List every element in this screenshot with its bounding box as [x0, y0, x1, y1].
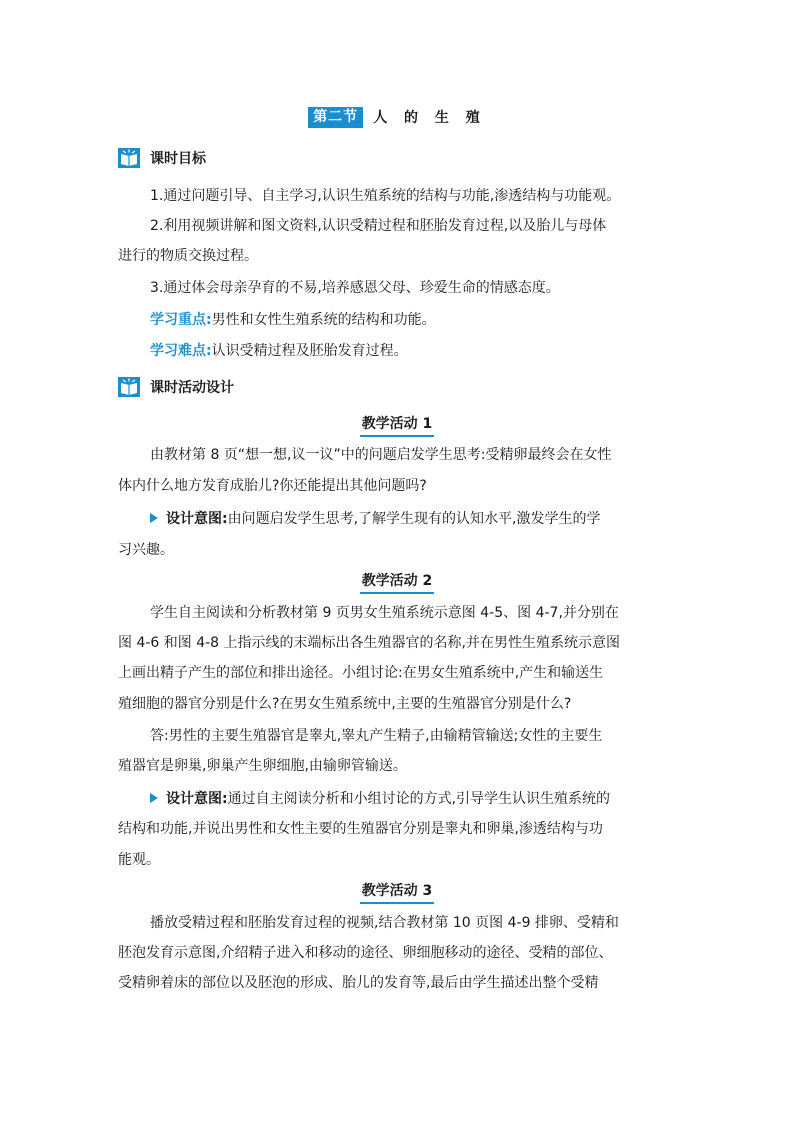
objectives-heading-text: 课时目标: [150, 151, 206, 167]
activity-2-line-5: 答:男性的主要生殖器官是睾丸,睾丸产生精子,由输精管输送;女性的主要生: [150, 728, 603, 744]
objective-item-2-cont: 进行的物质交换过程。: [118, 248, 258, 264]
activity-3-line-3: 受精卵着床的部位以及胚泡的形成、胎儿的发育等,最后由学生描述出整个受精: [118, 975, 599, 991]
section-title: 人 的 生 殖: [373, 110, 486, 126]
activity-1-title: [0, 413, 794, 437]
activity-1-line-2: 体内什么地方发育成胎儿?你还能提出其他问题吗?: [118, 478, 427, 494]
design-heading: [118, 376, 234, 398]
activity-2-intent: [150, 789, 610, 809]
activity-3-line-2: 胚泡发育示意图,介绍精子进入和移动的途径、卵细胞移动的途径、受精的部位、: [118, 945, 613, 961]
difficult-point: [150, 341, 408, 361]
activity-3-title: [0, 880, 794, 904]
book-icon: [118, 148, 140, 168]
objective-item-1: 1.通过问题引导、自主学习,认识生殖系统的结构与功能,渗透结构与功能观。: [150, 188, 621, 204]
difficult-point-text: 认识受精过程及胚胎发育过程。: [211, 343, 408, 359]
activity-1-line-1: 由教材第 8 页“想一想,议一议”中的问题启发学生思考:受精卵最终会在女性: [150, 447, 612, 463]
activity-1-intent-line-2: 习兴趣。: [118, 542, 174, 558]
triangle-bullet-icon: [150, 513, 158, 523]
key-point: [150, 310, 436, 330]
activity-3-title-text: 教学活动 3: [360, 882, 435, 904]
objective-item-3: 3.通过体会母亲孕育的不易,培养感恩父母、珍爱生命的情感态度。: [150, 280, 560, 296]
activity-2-intent-line-3: 能观。: [118, 852, 160, 868]
activity-1-title-text: 教学活动 1: [360, 415, 435, 437]
activity-2-line-3: 上画出精子产生的部位和排出途径。小组讨论:在男女生殖系统中,产生和输送生: [118, 665, 604, 681]
activity-2-line-4: 殖细胞的器官分别是什么?在男女生殖系统中,主要的生殖器官分别是什么?: [118, 696, 572, 712]
activity-2-intent-line-2: 结构和功能,并说出男性和女性主要的生殖器官分别是睾丸和卵巢,渗透结构与功: [118, 821, 603, 837]
key-point-label: 学习重点:: [150, 312, 212, 328]
objectives-heading: [118, 147, 206, 169]
design-heading-text: 课时活动设计: [150, 380, 234, 396]
activity-2-line-2: 图 4-6 和图 4-8 上指示线的末端标出各生殖器官的名称,并在男性生殖系统示意图: [118, 635, 620, 651]
key-point-text: 男性和女性生殖系统的结构和功能。: [211, 312, 436, 328]
section-title-row: [0, 106, 794, 128]
intent-label: 设计意图:: [166, 791, 228, 807]
book-icon: [118, 377, 140, 397]
activity-3-line-1: 播放受精过程和胚胎发育过程的视频,结合教材第 10 页图 4-9 排卵、受精和: [150, 915, 619, 931]
difficult-point-label: 学习难点:: [150, 343, 212, 359]
intent-label: 设计意图:: [166, 511, 228, 527]
activity-1-intent: [150, 509, 601, 529]
activity-2-title: [0, 570, 794, 594]
section-badge: 第二节: [308, 107, 363, 128]
activity-2-line-1: 学生自主阅读和分析教材第 9 页男女生殖系统示意图 4-5、图 4-7,并分别在: [150, 605, 619, 621]
objective-item-2: 2.利用视频讲解和图文资料,认识受精过程和胚胎发育过程,以及胎儿与母体: [150, 218, 607, 234]
activity-2-title-text: 教学活动 2: [360, 572, 435, 594]
activity-2-line-6: 殖器官是卵巢,卵巢产生卵细胞,由输卵管输送。: [118, 758, 407, 774]
activity-2-intent-text: 通过自主阅读分析和小组讨论的方式,引导学生认识生殖系统的: [227, 791, 611, 807]
triangle-bullet-icon: [150, 793, 158, 803]
activity-1-intent-text: 由问题启发学生思考,了解学生现有的认知水平,激发学生的学: [227, 511, 601, 527]
